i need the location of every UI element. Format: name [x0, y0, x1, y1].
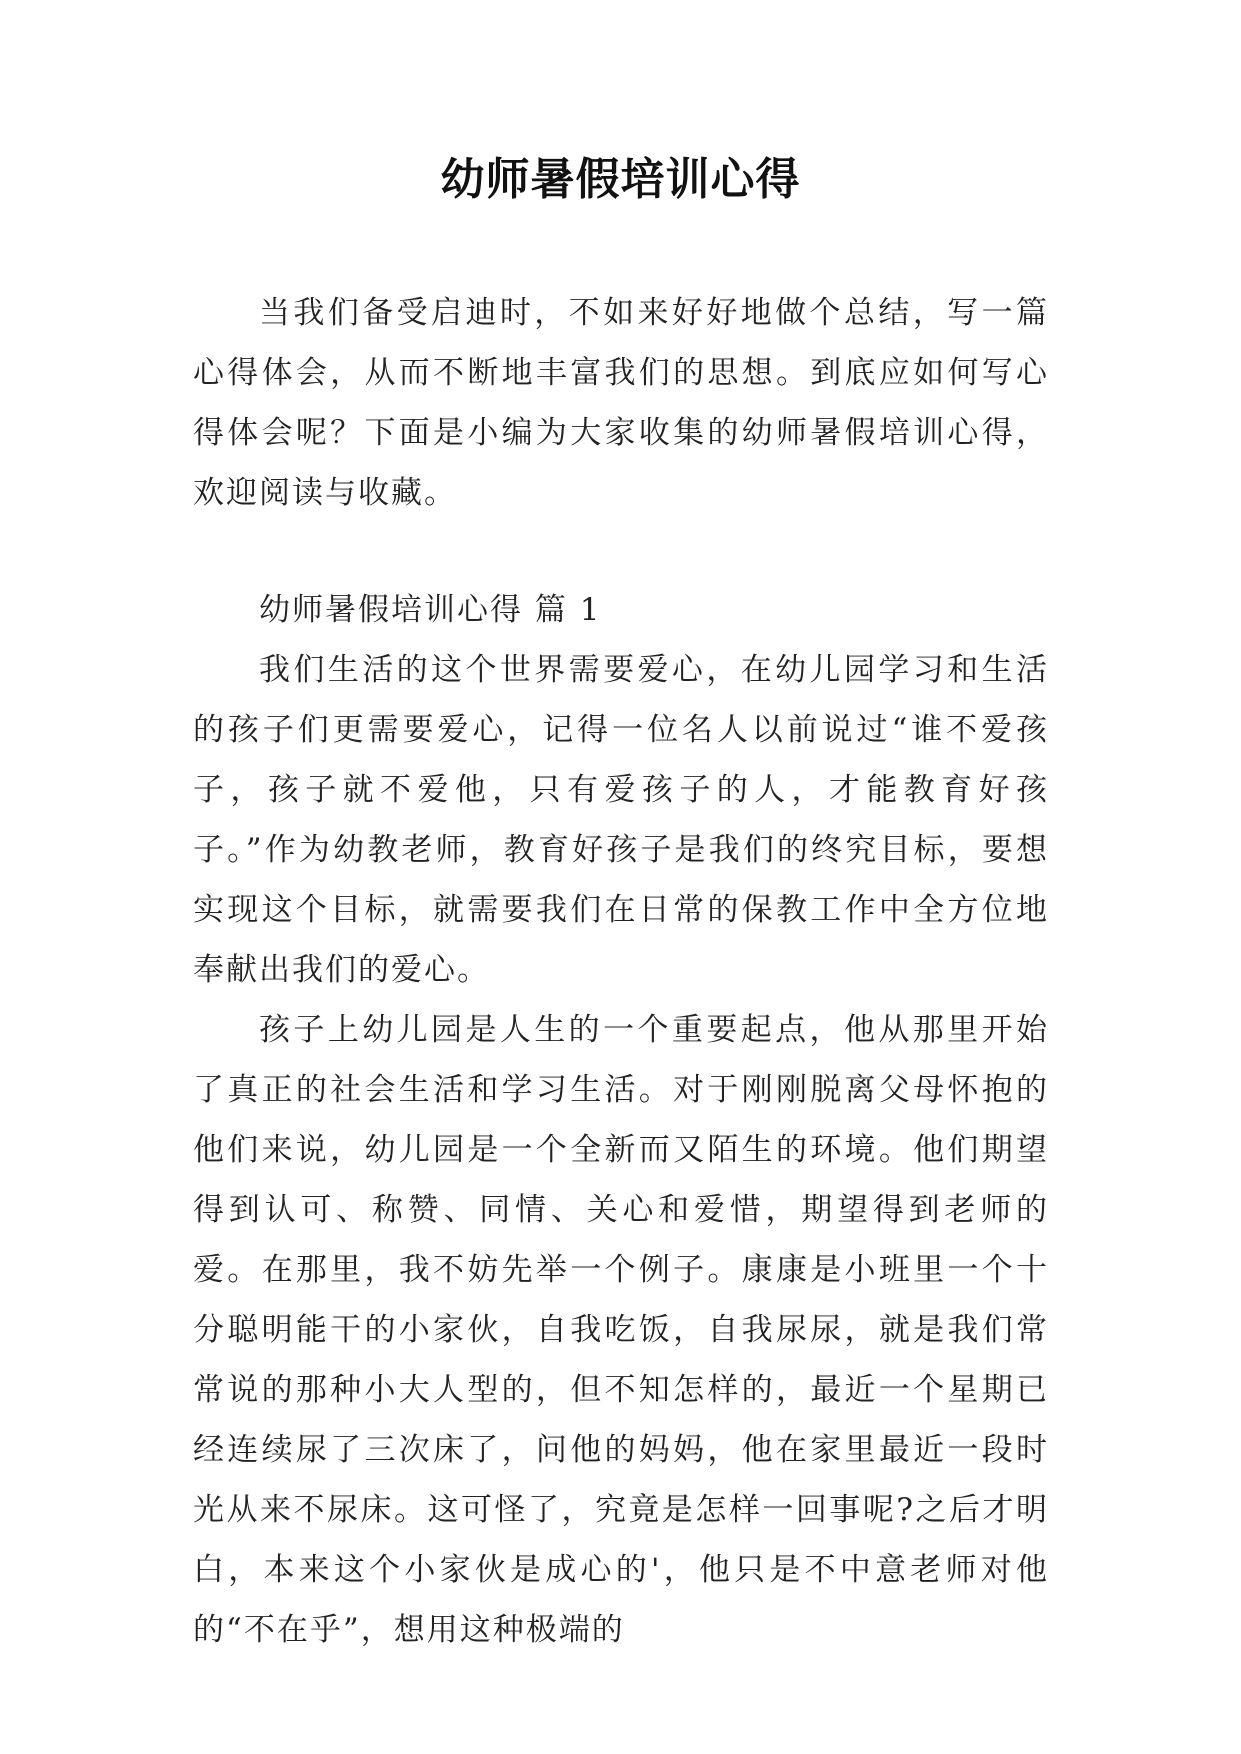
section-heading: 幼师暑假培训心得 篇 1: [259, 592, 602, 628]
intro-paragraph: 当我们备受启迪时，不如来好好地做个总结，写一篇心得体会，从而不断地丰富我们的思想。到底应如何写心得体会呢？下面是小编为大家收集的幼师暑假培训心得，欢迎阅读与收藏。: [193, 295, 1049, 511]
page-title: 幼师暑假培训心得: [440, 154, 801, 205]
body-paragraph-1: 我们生活的这个世界需要爱心，在幼儿园学习和生活的孩子们更需要爱心，记得一位名人以前说过“谁不爱孩子，孩子就不爱他，只有爱孩子的人，才能教育好孩子。”作为幼教老师，教育好孩子是我们的终究目标，要想实现这个目标，就需要我们在日常的保教工作中全方位地奉献出我们的爱心。: [193, 652, 1049, 988]
body-paragraph-2: 孩子上幼儿园是人生的一个重要起点，他从那里开始了真正的社会生活和学习生活。对于刚刚脱离父母怀抱的他们来说，幼儿园是一个全新而又陌生的环境。他们期望得到认可、称赞、同情、关心和爱惜，期望得到老师的爱。在那里，我不妨先举一个例子。康康是小班里一个十分聪明能干的小家伙，自我吃饭，自我尿尿，就是我们常常说的那种小大人型的，但不知怎样的，最近一个星期已经连续尿了三次床了，问他的妈妈，他在家里最近一段时光从来不尿床。这可怪了，究竟是怎样一回事呢?之后才明白，本来这个小家伙是成心的'，他只是不中意老师对他的“不在乎”，想用这种极端的: [193, 1012, 1049, 1648]
